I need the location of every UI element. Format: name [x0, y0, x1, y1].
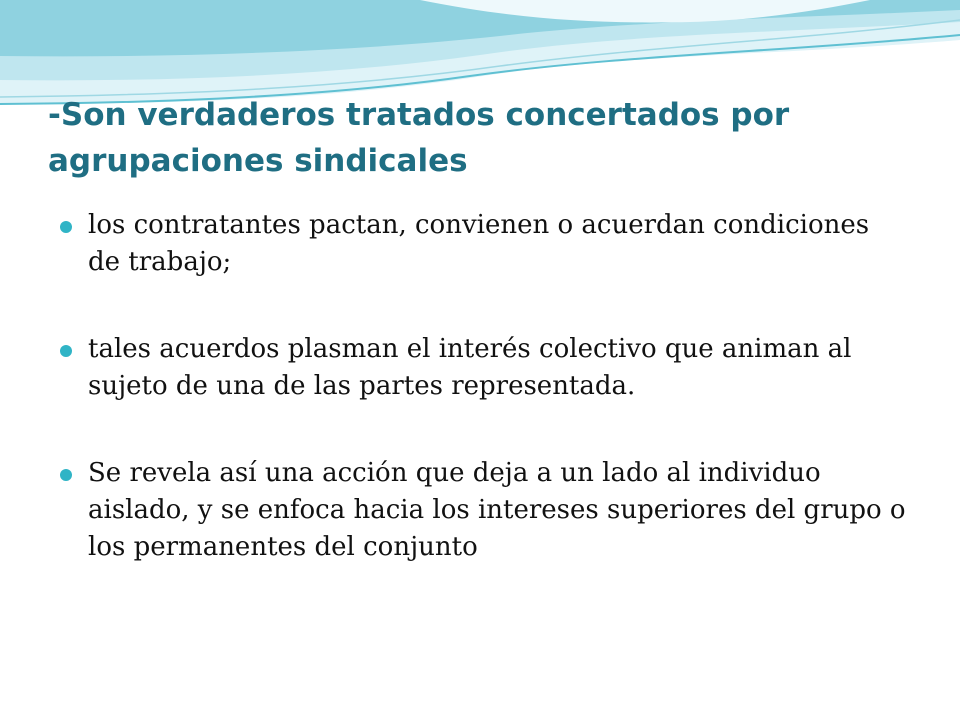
bullet-item: [58, 331, 908, 405]
bullet-item: [58, 455, 908, 566]
bullet-list: [58, 207, 908, 566]
bullet-text: tales acuerdos plasman el interés colectivo que animan al sujeto de una de las partes representada.: [88, 334, 852, 401]
bullet-text: Se revela así una acción que deja a un lado al individuo aislado, y se enfoca hacia los intereses superiores del grupo o los permanentes del conjunto: [88, 458, 906, 562]
bullet-dot-icon: [60, 345, 72, 357]
bullet-dot-icon: [60, 469, 72, 481]
bullet-text: los contratantes pactan, convienen o acuerdan condiciones de trabajo;: [88, 210, 870, 277]
bullet-dot-icon: [60, 221, 72, 233]
slide-title: -Son verdaderos tratados concertados por agrupaciones sindicales: [48, 97, 790, 179]
bullet-item: [58, 207, 908, 281]
